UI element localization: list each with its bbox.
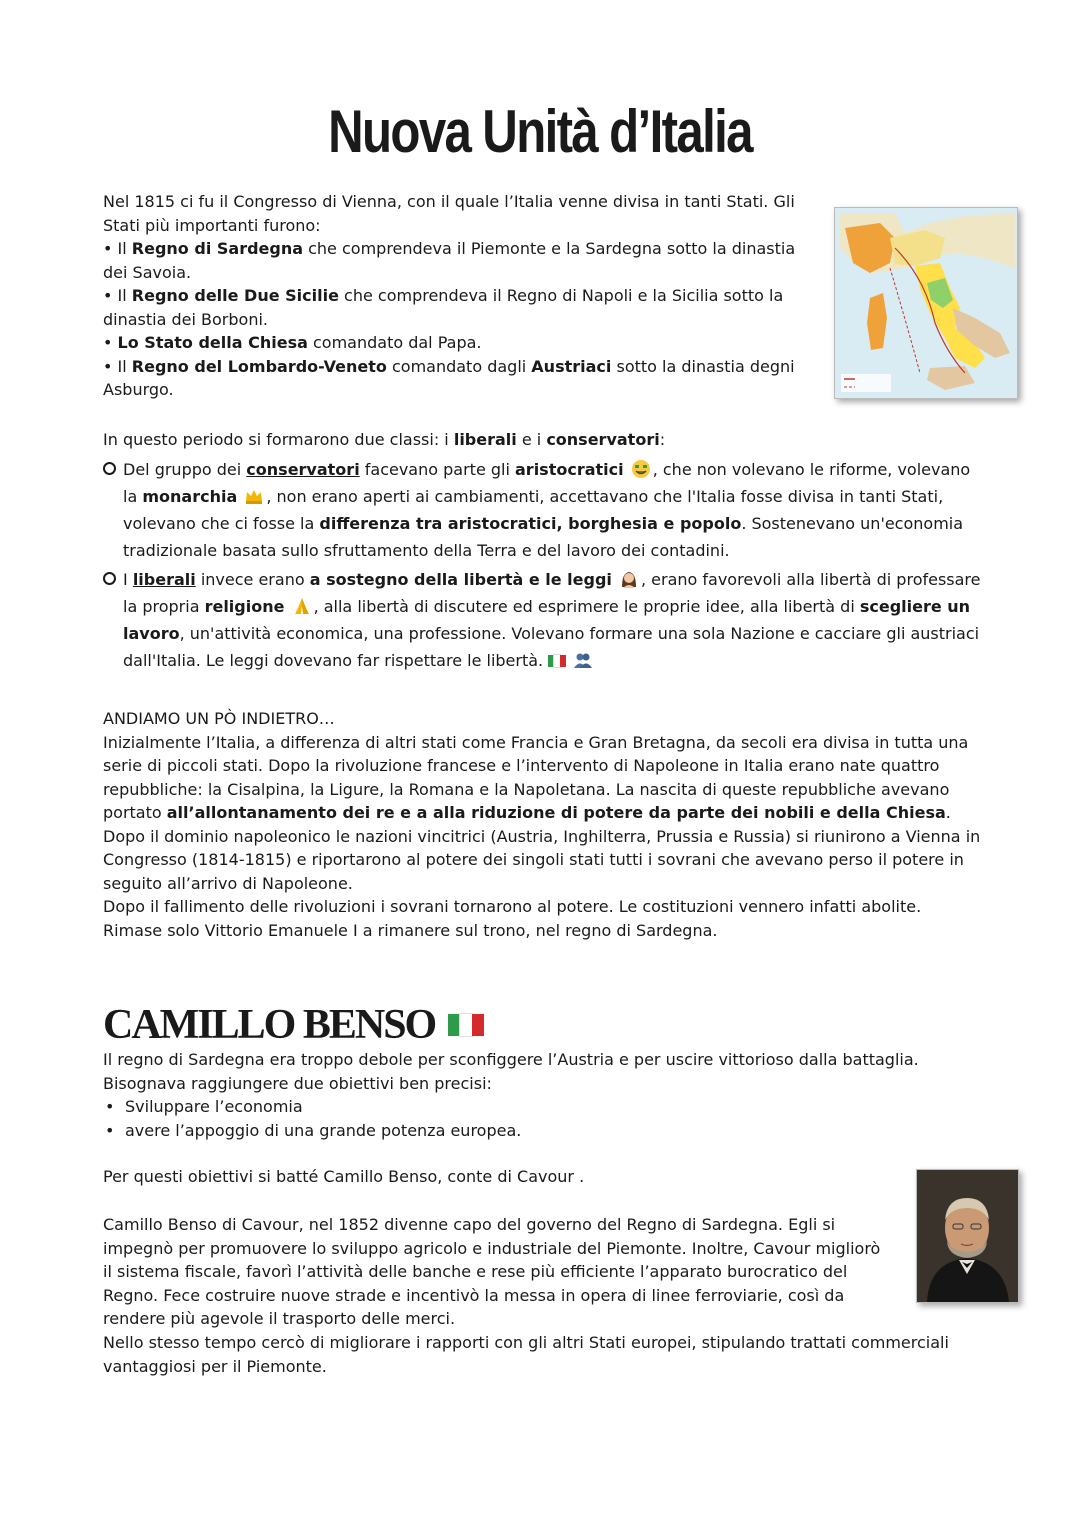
page-title: Nuova Unità d’Italia [328, 98, 752, 165]
money-face-emoji [631, 459, 651, 479]
history-paragraph: Dopo il fallimento delle rivoluzioni i sovrani tornarono al potere. Le costituzioni vennero infatti abolite. Rimase solo Vittorio Emanuele I a rimanere sul trono, nel regno di Sardegna. [103, 897, 922, 940]
section-heading: ANDIAMO UN PÒ INDIETRO… [103, 709, 335, 728]
camillo-paragraph: Il regno di Sardegna era troppo debole per sconfiggere l’Austria e per uscire vittorioso dalla battaglia. Bisognava raggiungere due obiettivi ben precisi: [103, 1050, 919, 1093]
people-emoji [573, 650, 593, 670]
intro-section [103, 190, 815, 402]
cavour-section [103, 1213, 893, 1331]
section-heading-camillo: CAMILLO BENSO [103, 998, 484, 1050]
cavour-paragraph: Camillo Benso di Cavour, nel 1852 divenne capo del governo del Regno di Sardegna. Egli si impegnò per promuovere lo sviluppo agricolo e industriale del Piemonte. Inoltre, Cavour migliorò il sistema fiscale, favorì l’attività delle banche e rese più efficiente l’apparato burocratico del Regno. Fece costruire nuove strade e incentivò la messa in opera di linee ferroviarie, così da rendere più agevole il trasporto delle merci. [103, 1215, 881, 1328]
conservatori-item: Del gruppo dei conservatori facevano parte gli aristocratici , che non volevano le riforme, volevano la monarchia , non erano aperti ai cambiamenti, accettavano che l'Italia fosse divisa in tanti Stati, volevano che ci fosse la differenza tra aristocratici, borghesia e popolo. Sostenevano un'economia tradizionale basata sullo sfruttamento della Terra e del lavoro dei contadini. [103, 456, 983, 564]
italy-map-icon [835, 208, 1017, 398]
state-item: • Il Regno delle Due Sicilie che comprendeva il Regno di Napoli e la Sicilia sotto la dinastia dei Borboni. [103, 286, 784, 329]
history-paragraph: Inizialmente l’Italia, a differenza di altri stati come Francia e Gran Bretagna, da secoli era divisa in tutta una serie di piccoli stati. Dopo la rivoluzione francese e l’intervento di Napoleone in Italia erano nate quattro repubbliche: la Cisalpina, la Ligure, la Romana e la Napoletana. La nascita di queste repubbliche avevano portato all’allontanamento dei re e a alla riduzione di potere da parte dei nobili e della Chiesa. [103, 732, 969, 822]
cavour-portrait-image [916, 1169, 1019, 1303]
liberali-item: I liberali invece erano a sostegno della libertà e le leggi , erano favorevoli alla libertà di professare la propria religione , alla libertà di discutere ed esprimere le proprie idee, alla libertà di scegliere un lavoro, un'attività economica, una professione. Volevano formare una sola Nazione e cacciare gli austriaci dall'Italia. Le leggi dovevano far rispettare le libertà. [103, 566, 983, 674]
crown-emoji [244, 486, 264, 506]
state-item: • Lo Stato della Chiesa comandato dal Papa. [103, 333, 482, 352]
italian-flag-icon [548, 648, 566, 660]
italian-flag-icon [448, 998, 484, 1020]
classes-intro: In questo periodo si formarono due classi: i liberali e i conservatori: [103, 430, 666, 449]
circle-bullet-icon [103, 572, 116, 585]
portrait-icon [917, 1170, 1018, 1302]
classes-section [103, 428, 983, 674]
cavour-paragraph: Nello stesso tempo cercò di migliorare i rapporti con gli altri Stati europei, stipulando trattati commerciali vantaggiosi per il Piemonte. [103, 1333, 949, 1376]
italy-map-image [834, 207, 1018, 399]
camillo-section [103, 1048, 983, 1189]
list-item: • avere l’appoggio di una grande potenza europea. [103, 1119, 983, 1143]
camillo-paragraph: Per questi obiettivi si batté Camillo Benso, conte di Cavour . [103, 1167, 585, 1186]
list-item: • Sviluppare l’economia [103, 1095, 983, 1119]
circle-bullet-icon [103, 462, 116, 475]
history-paragraph: Dopo il dominio napoleonico le nazioni vincitrici (Austria, Inghilterra, Prussia e Russia) si riunirono a Vienna in Congresso (1814-1815) e riportarono al potere dei singoli stati tutti i sovrani che avevano perso il potere in seguito all’arrivo di Napoleone. [103, 826, 981, 893]
state-item: • Il Regno del Lombardo-Veneto comandato dagli Austriaci sotto la dinastia degni Asburgo. [103, 356, 795, 399]
cavour-section-2 [103, 1331, 983, 1378]
woman-emoji [619, 569, 639, 589]
state-item: • Il Regno di Sardegna che comprendeva il Piemonte e la Sardegna sotto la dinastia dei Savoia. [103, 239, 796, 282]
intro-paragraph: Nel 1815 ci fu il Congresso di Vienna, con il quale l’Italia venne divisa in tanti Stati. Gli Stati più importanti furono: [103, 192, 795, 235]
history-section [103, 707, 983, 942]
praying-hands-emoji [292, 596, 312, 616]
